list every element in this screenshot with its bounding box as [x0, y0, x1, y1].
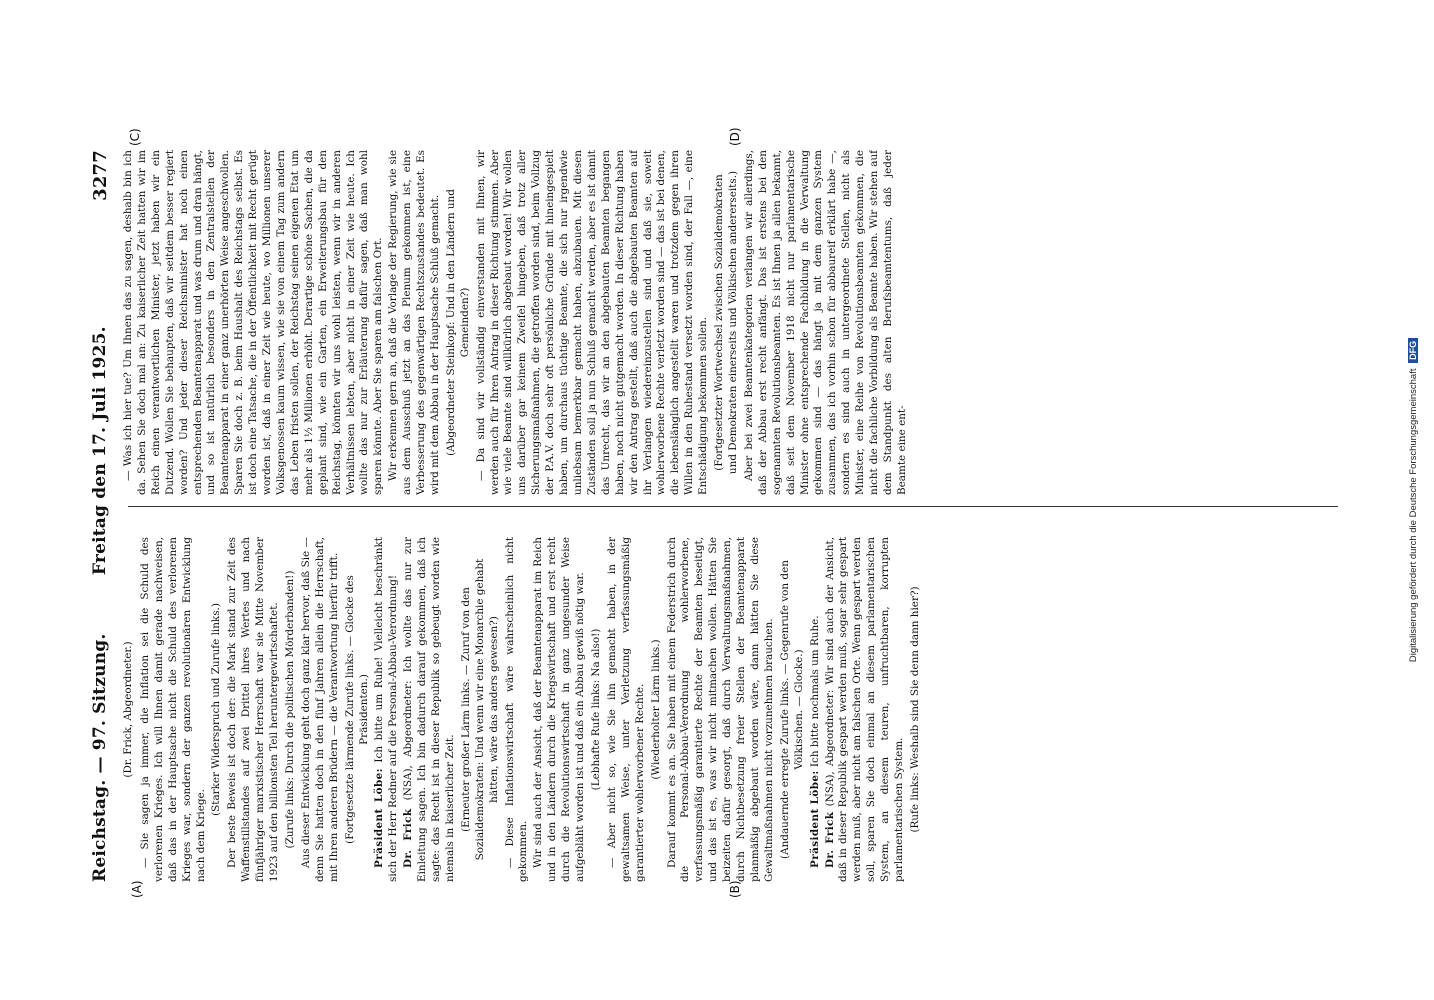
running-head [82, 150, 118, 882]
paragraph [373, 537, 401, 882]
paragraph-text: — Diese Inflationswirtschaft wäre wahrscheinlich nicht gekommen. [503, 537, 530, 882]
paragraph [139, 537, 209, 882]
paragraph-text: — Sie sagen ja immer, die Inflation sei die Schuld des verlorenen Krieges. Ich will Ihnen damit gerade nachweisen, daß das in der Hauptsache nicht die Schuld des verlorenen Krieges war, sondern der ganzen revolutionären Entwicklung nach dem Kriege. [138, 537, 207, 882]
paragraph-text: Wir erkennen gern an, daß die Vorlage der Regierung, wie sie aus dem Ausschuß jetzt an das Plenum gekommen ist, eine Verbesserung des gegenwärtigen Rechtszustandes bedeutet. Es wird mit dem Abbau in der Hauptsache Schluß gemacht. [387, 150, 441, 495]
digitization-text: Digitalisierung gefördert durch die Deutsche Forschungsgemeinschaft [1408, 368, 1419, 663]
paragraph-text: Ich bitte nochmals um Ruhe. [808, 615, 821, 768]
interjection: (Fortgesetzter Wortwechsel zwischen Sozialdemokraten und Demokraten einerseits und Völkischen andererseits.) [713, 170, 739, 475]
interjection: (Andauernde erregte Zurufe links. — Gegenrufe von den Völkischen. — Glocke.) [778, 560, 805, 859]
interjection: (Rufe links: Weshalb sind Sie denn dann hier?) [908, 586, 921, 833]
left-text-column [122, 537, 1340, 882]
interjection: (Wiederholter Lärm links.) [649, 639, 662, 780]
speaker-header: (Dr. Frick, Abgeordneter.) [122, 641, 134, 778]
paragraph [475, 150, 711, 495]
paragraph [402, 537, 458, 882]
speaker-name: Dr. Frick [823, 811, 836, 868]
page-number: 3277 [89, 150, 111, 201]
paragraph-text: (NSA), Abgeordneter: Ich wollte das nur zur Einleitung sagen. Ich bin dadurch darauf gekommen, daß ich sagte: das Recht ist in dieser Republik so gebeugt worden wie niemals in kaiserlicher Zeit. [402, 537, 456, 882]
paragraph [122, 150, 386, 495]
paragraph [809, 537, 823, 882]
interjection: (Starker Widerspruch und Zurufe links.) [210, 603, 223, 816]
paragraph-text: (NSA), Abgeordneter: Wir sind auch der Ansicht, daß in dieser Republik gespart werden muß, sogar sehr gespart werden muß, aber nicht am falschen Orte. Wenn gespart werden soll, sparen Sie doch einmal an diesem parlamentarischen System, an diesem teuren, unfruchtbaren, korrupten parlamentarischen System. [823, 537, 906, 882]
paragraph-text: Darauf kommt es an. Sie haben mit einem Federstrich durch die Personal-Abbau-Verordnung wohlerworbene, verfassungsmäßig garantierte Rechte der Beamten beseitigt, und das ist es, was wir nicht mitmachen wollen. Hätten Sie beizeiten dafür gesorgt, daß durch Verwaltungsmaßnahmen, durch Nichtbesetzung freier Stellen der Beamtenapparat planmäßig abgebaut worden wäre, dann hätten Sie diese Gewaltmaßnahmen nicht vorzunehmen brauchen. [665, 537, 775, 882]
margin-mark-a: (A) [130, 880, 144, 898]
paragraph-text: Aus dieser Entwicklung geht doch ganz klar hervor, daß Sie — denn Sie hatten doch in den fünf Jahren allein die Herrschaft, mit Ihren anderen Brüdern — die Verantwortung hierfür trifft. [299, 537, 340, 882]
speaker-name: Präsident Löbe: [808, 770, 821, 868]
paragraph-text: Der beste Beweis ist doch der: die Mark stand zur Zeit des Waffenstillstandes auf zwei Drittel ihres Wertes und nach fünfjähriger marxistischer Herrschaft war sie Mitte November 1923 auf den billionsten Teil heruntergewirtschaftet. [226, 537, 281, 882]
digitization-note [1408, 80, 1419, 920]
interjection: (Lebhafte Rufe links: Na also!) [590, 628, 602, 791]
paragraph [226, 537, 282, 882]
dfg-logo: DFG [1408, 338, 1418, 363]
paragraph [300, 537, 342, 882]
margin-mark-c: (C) [128, 128, 142, 146]
paragraph-text: — Da sind wir vollständig einverstanden mit Ihnen, wir werden auch für Ihren Antrag in dieser Richtung stimmen. Aber wie viele Beamte sind willkürlich abgebaut worden! Wir wollen uns darüber gar keinem Zweifel hingeben, daß trotz aller Sicherungsmaßnahmen, die getroffen worden sind, beim Vollzug der P.A.V. doch sehr oft persönliche Gründe mit hineingespielt haben, um durchaus tüchtige Beamte, die sich nur irgendwie unliebsam bemerkbar gemacht haben, abzubauen. Mit diesen Zuständen soll ja nun Schluß gemacht werden, aber es ist damit das Unrecht, das wir an den abgebauten Beamten begangen haben, noch nicht gutgemacht worden. In dieser Richtung haben wir den Antrag gestellt, daß auch die abgebauten Beamten auf ihr Verlangen wiedereinzustellen sind und daß sie, soweit wohlerworbene Rechte verletzt worden sind — das ist bei denen, die lebenslänglich angestellt waren und trotzdem gegen ihren Willen in den Ruhestand versetzt worden sind, der Fall —, eine Entschädigung bekommen sollen. [474, 150, 710, 495]
paragraph [666, 537, 777, 882]
speaker-name: Präsident Löbe: [373, 768, 386, 868]
paragraph-text: Wir sind auch der Ansicht, daß der Beamtenapparat im Reich und in den Ländern durch die Kriegswirtschaft und erst recht durch die Revolutionswirtschaft in ganz ungesunder Weise aufgebläht worden ist und daß ein Abbau gewiß nötig war. [532, 537, 587, 882]
paragraph [532, 537, 588, 882]
paragraph [606, 537, 648, 882]
paragraph [743, 150, 910, 495]
paragraph-text: Ich bitte um Ruhe! Vielleicht beschränkt sich der Herr Redner auf die Personal-Abbau-Verordnung! [373, 537, 400, 882]
speaker-name: Dr. Frick [402, 808, 415, 868]
margin-mark-d: (D) [728, 127, 742, 146]
paragraph-text: Aber bei zwei Beamtenkategorien verlangen wir allerdings, daß der Abbau erst recht anfängt. Das ist erstens bei den sogenannten Revolutionsbeamten. Es ist Ihnen ja allen bekannt, daß seit dem November 1918 nicht nur parlamentarische Minister ohne entsprechende Fachbildung in die Verwaltung gekommen sind — das hängt ja mit dem ganzen System zusammen, das ich vorhin schon für abbaureif erklärt habe —, sondern es sind auch in untergeordnete Stellen, nicht als Minister, eine Reihe von Revolutionsbeamten gekommen, die nicht die fachliche Vorbildung als Beamte haben. Wir stehen auf dem Standpunkt des alten Berufsbeamtentums, daß jeder Beamte eine ent- [742, 150, 908, 495]
interjection: (Fortgesetzte lärmende Zurufe links. — Glocke des Präsidenten.) [343, 575, 370, 844]
paragraph-text: — Was ich hier tue? Um Ihnen das zu sagen, deshalb bin ich da. Sehen Sie doch mal an: Zu kaiserlicher Zeit hatten wir im Reich einen verantwortlichen Minister, jetzt haben wir ein Dutzend. Wollen Sie behaupten, daß wir seitdem besser regiert worden? Und jeder dieser Reichsminister hat noch einen entsprechenden Beamtenapparat und was drum und dran hängt, und so ist natürlich besonders in den Zentralstellen der Beamtenapparat in einer ganz unerhörten Weise angeschwollen. Sparen Sie doch z. B. beim Haushalt des Reichstags selbst. Es ist doch eine Tatsache, die in der Öffentlichkeit mit Recht gerügt worden ist, daß in einer Zeit wie heute, wo Millionen unserer Volksgenossen kaum wissen, wie sie von einem Tag zum andern das Leben fristen sollen, der Reichstag seinen eigenen Etat um mehr als 1½ Millionen erhöht. Derartige schöne Sachen, die da geplant sind, wie ein Garten, ein Erweiterungsbau für den Reichstag, könnten wir uns wohl leisten, wenn wir in anderen Verhältnissen lebten, aber nicht in einer Zeit wie heute. Ich wollte das nur zur Erläuterung dafür sagen, daß man wohl sparen könnte. Aber Sie sparen am falschen Ort. [122, 150, 385, 495]
paragraph-text: — Aber nicht so, wie Sie ihn gemacht haben, in der gewaltsamen Weise, unter Verletzung verfassungsmäßig garantierter wohlerworbener Rechte. [605, 537, 646, 882]
interjection: (Erneuter großer Lärm links. — Zuruf von den Sozialdemokraten: Und wenn wir eine Monarchie gehabt hätten, wäre das anders gewesen?) [459, 558, 500, 861]
paragraph [504, 537, 532, 882]
paragraph [387, 150, 443, 495]
interjection: (Zurufe links: Durch die politischen Mörderbanden!) [283, 570, 296, 849]
margin-mark-b: (B) [728, 880, 742, 898]
paragraph [824, 537, 907, 882]
date-header: Freitag den 17. Juli 1925. [90, 326, 110, 576]
interjection: (Abgeordneter Steinkopf: Und in den Ländern und Gemeinden?) [444, 189, 471, 456]
right-text-column [122, 150, 1340, 495]
column-divider [128, 506, 1338, 507]
session-header: Reichstag. — 97. Sitzung. [90, 633, 110, 882]
